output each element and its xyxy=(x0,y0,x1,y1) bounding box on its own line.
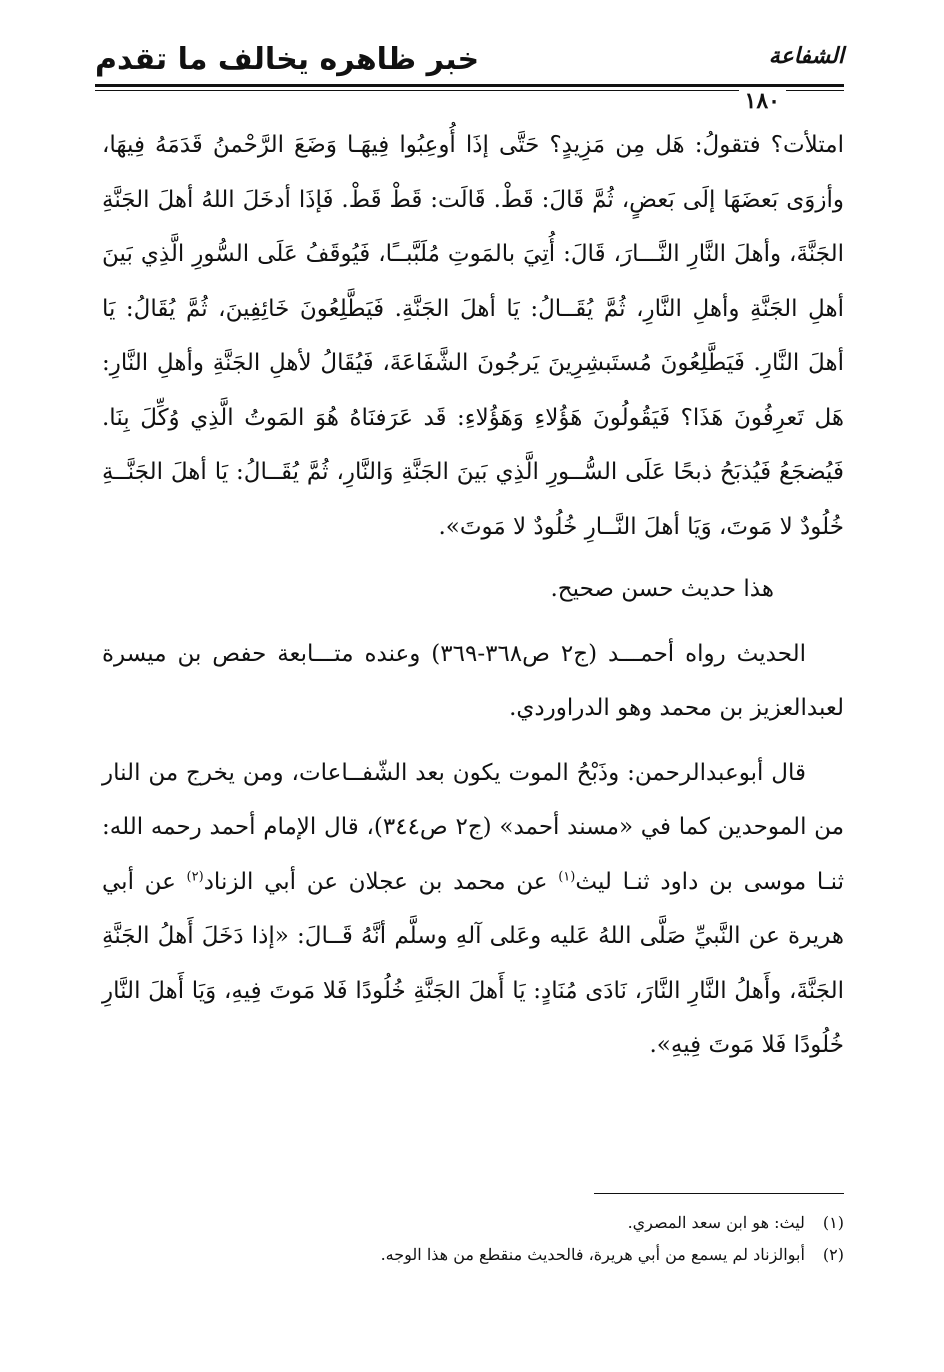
header-rule-thin xyxy=(95,90,844,91)
footnote-separator xyxy=(594,1193,844,1194)
commentary-text-part3: عن أبي هريرة عن النَّبيِّ صَلَّى اللهُ عَليه وعَلى آلهِ وسلَّم أنَّهُ قَــالَ: «إذا دَخَلَ أَهلُ الجَنَّةِ الجَنَّةَ، وأَهلُ النَّارِ النَّارَ، نَادَى مُنَادٍ: يَا أَهلَ الجَنَّةِ خُلُودًا فَلا مَوتَ فِيهِ، وَيَا أَهلَ النَّارِ خُلُودًا فَلا مَوتَ فِيهِ». xyxy=(102,868,844,1058)
footnotes xyxy=(102,1208,844,1272)
running-title: خبر ظاهره يخالف ما تقدم xyxy=(95,42,480,77)
book-title: الشفاعة xyxy=(768,44,844,69)
footnote-number: (٢) xyxy=(822,1245,844,1264)
takhrij-paragraph: الحديث رواه أحمـــد (ج٢ ص٣٦٨-٣٦٩) وعنده متـــابعة حفص بن ميسرة لعبدالعزيز بن محمد وهو الدراوردي. xyxy=(102,640,844,721)
footnote-2 xyxy=(102,1240,844,1270)
footnote-ref-1: (١) xyxy=(558,868,576,884)
header-rule xyxy=(95,84,844,87)
hadith-paragraph: امتلأت؟ فتقولُ: هَل مِن مَزِيدٍ؟ حَتَّى إذَا أُوعِبُوا فِيهَـا وَضَعَ الرَّحْمنُ قَدَمَهُ فِيهَا، وأزوَى بَعضَهَا إلَى بَعضٍ، ثُمَّ قَالَ: قَطْ. قَالَت: قَطْ قَطْ. فَإذَا أدخَلَ اللهُ أهلَ الجَنَّةِ الجَنَّةَ، وأهلَ النَّارِ النَّـــارَ، قَالَ: أُتِيَ بالمَوتِ مُلَبَّبــًا، فَيُوقَفُ عَلَى السُّورِ الَّذِي بَينَ أهلِ الجَنَّةِ وأهلِ النَّارِ، ثُمَّ يُقَــالُ: يَا أهلَ الجَنَّةِ. فَيَطَّلِعُونَ خَائِفِينَ، ثُمَّ يُقَالُ: يَا أهلَ النَّارِ. فَيَطَّلِعُونَ مُستَبشِرِينَ يَرجُونَ الشَّفَاعَةَ، فَيُقَالُ لأهلِ الجَنَّةِ وأهلِ النَّارِ: هَل تَعرِفُونَ هَذَا؟ فَيَقُولُونَ هَؤُلاءِ وَهَؤُلاءِ: قَد عَرَفنَاهُ هُوَ المَوتُ الَّذِي وُكِّلَ بِنَا. فَيُضجَعُ فَيُذبَحُ ذبحًا عَلَى السُّــورِ الَّذِي بَينَ الجَنَّةِ وَالنَّارِ، ثُمَّ يُقَــالُ: يَا أهلَ الجَنَّــةِ خُلُودٌ لا مَوتَ، وَيَا أهلَ النَّــارِ خُلُودٌ لا مَوتَ». xyxy=(102,132,844,540)
commentary-text-part1: قال أبوعبدالرحمن: وذَبْحُ الموت يكون بعد الشّفــاعات، ومن يخرج من النار من الموحدين كما في «مسند أحمد» (ج٢ ص٣٤٤)، قال الإمام أحمد رحمه الله: ثنـا موسى بن داود ثنـا ليث xyxy=(102,759,845,895)
commentary-paragraph xyxy=(102,746,844,1073)
footnote-number: (١) xyxy=(822,1213,844,1232)
page-number: ١٨٠ xyxy=(739,88,786,114)
grade-paragraph: هذا حديث حسن صحيح. xyxy=(550,576,774,602)
footnote-ref-2: (٢) xyxy=(186,868,204,884)
footnote-1 xyxy=(102,1208,844,1238)
footnote-text: ليث: هو ابن سعد المصري. xyxy=(627,1213,805,1232)
commentary-text-part2: عن محمد بن عجلان عن أبي الزناد xyxy=(203,868,559,895)
footnote-text: أبوالزناد لم يسمع من أبي هريرة، فالحديث منقطع من هذا الوجه. xyxy=(380,1245,805,1264)
page-header xyxy=(95,30,844,114)
body-text xyxy=(102,118,844,1073)
